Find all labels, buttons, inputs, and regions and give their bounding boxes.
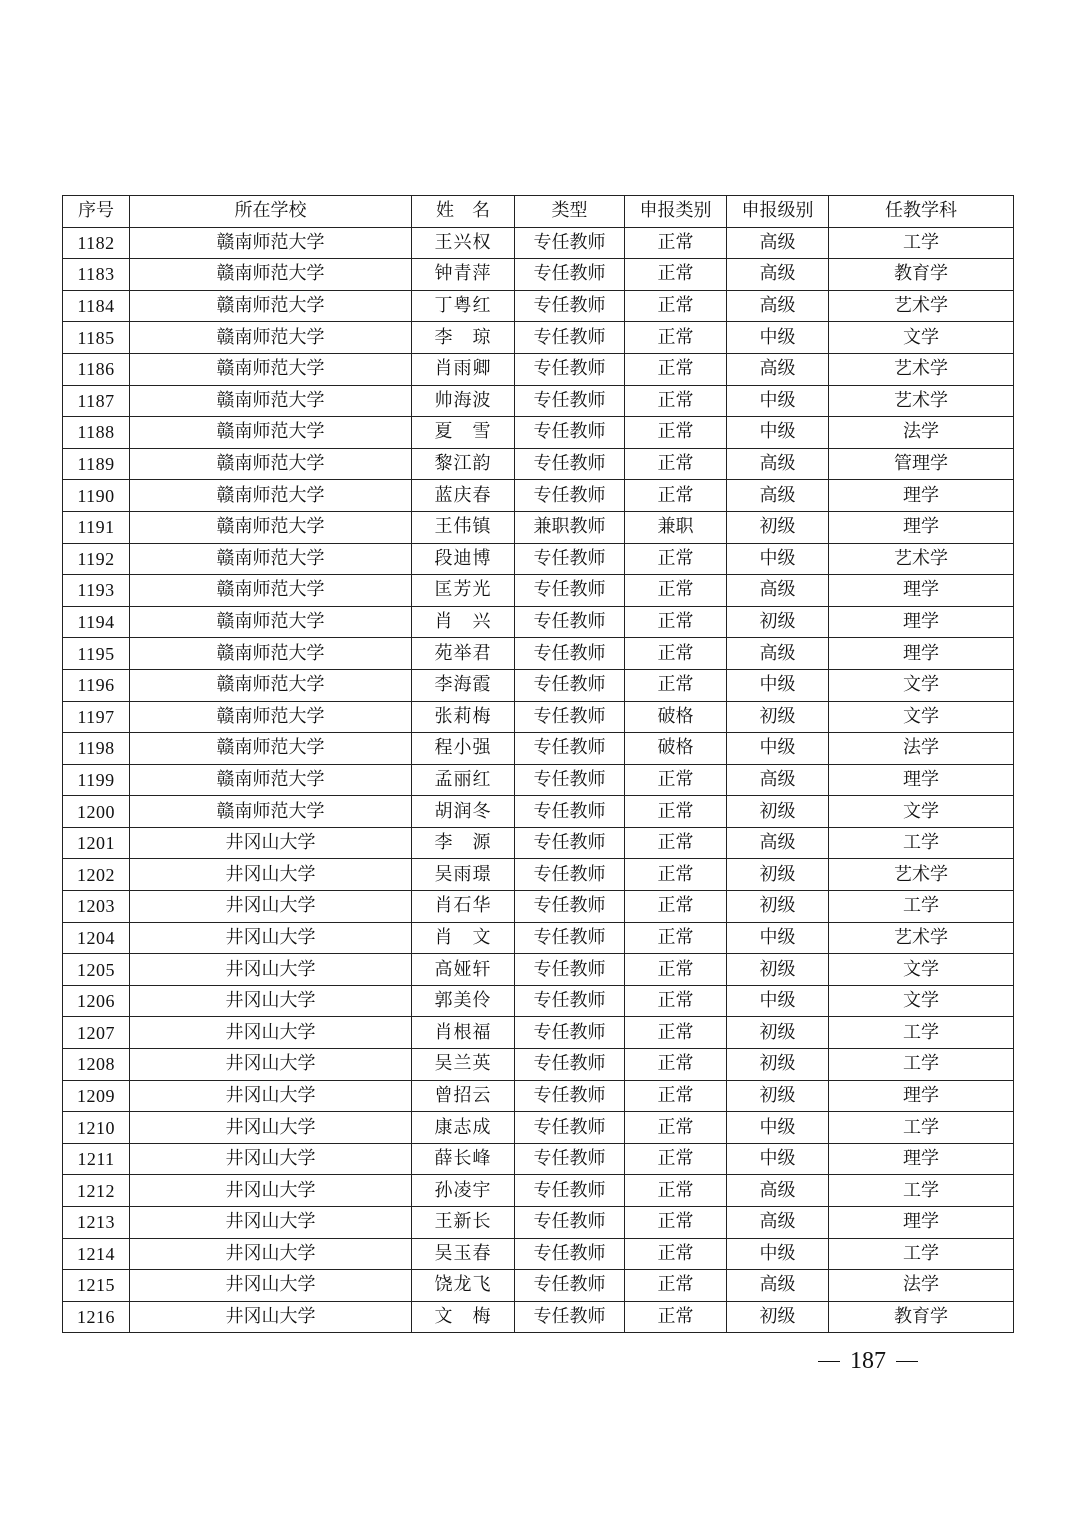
table-row <box>63 385 1014 417</box>
cell-level: 中级 <box>727 669 829 701</box>
cell-level: 高级 <box>727 1207 829 1239</box>
cell-type: 专任教师 <box>515 954 625 986</box>
cell-school: 井冈山大学 <box>130 1017 412 1049</box>
cell-seq: 1205 <box>63 954 130 986</box>
cell-level: 初级 <box>727 1080 829 1112</box>
table-row <box>63 227 1014 259</box>
cell-subject: 艺术学 <box>829 859 1014 891</box>
cell-type: 专任教师 <box>515 1238 625 1270</box>
table-row <box>63 1238 1014 1270</box>
cell-name: 段迪博 <box>412 543 515 575</box>
cell-category: 正常 <box>625 606 727 638</box>
table-row <box>63 290 1014 322</box>
cell-school: 赣南师范大学 <box>130 511 412 543</box>
cell-level: 高级 <box>727 480 829 512</box>
cell-type: 专任教师 <box>515 227 625 259</box>
cell-category: 破格 <box>625 701 727 733</box>
table-row <box>63 827 1014 859</box>
cell-school: 赣南师范大学 <box>130 480 412 512</box>
cell-seq: 1199 <box>63 764 130 796</box>
table-row <box>63 543 1014 575</box>
cell-subject: 工学 <box>829 227 1014 259</box>
cell-school: 赣南师范大学 <box>130 385 412 417</box>
cell-subject: 文学 <box>829 669 1014 701</box>
cell-level: 中级 <box>727 1112 829 1144</box>
cell-seq: 1208 <box>63 1049 130 1081</box>
cell-level: 中级 <box>727 1238 829 1270</box>
table-body <box>63 227 1014 1333</box>
cell-type: 专任教师 <box>515 417 625 449</box>
cell-seq: 1194 <box>63 606 130 638</box>
cell-school: 赣南师范大学 <box>130 290 412 322</box>
cell-type: 专任教师 <box>515 1143 625 1175</box>
cell-category: 正常 <box>625 353 727 385</box>
cell-level: 高级 <box>727 827 829 859</box>
cell-level: 初级 <box>727 1049 829 1081</box>
cell-subject: 理学 <box>829 764 1014 796</box>
cell-school: 井冈山大学 <box>130 1270 412 1302</box>
cell-name: 肖根福 <box>412 1017 515 1049</box>
cell-level: 中级 <box>727 385 829 417</box>
cell-name: 吴雨璟 <box>412 859 515 891</box>
cell-level: 中级 <box>727 1143 829 1175</box>
cell-category: 正常 <box>625 259 727 291</box>
cell-level: 高级 <box>727 227 829 259</box>
cell-school: 井冈山大学 <box>130 1049 412 1081</box>
cell-type: 专任教师 <box>515 1175 625 1207</box>
cell-level: 高级 <box>727 1270 829 1302</box>
cell-name: 肖 文 <box>412 922 515 954</box>
cell-seq: 1210 <box>63 1112 130 1144</box>
cell-name: 胡润冬 <box>412 796 515 828</box>
cell-level: 初级 <box>727 701 829 733</box>
cell-category: 正常 <box>625 227 727 259</box>
cell-type: 专任教师 <box>515 669 625 701</box>
cell-seq: 1207 <box>63 1017 130 1049</box>
cell-school: 赣南师范大学 <box>130 638 412 670</box>
cell-category: 正常 <box>625 1017 727 1049</box>
cell-level: 中级 <box>727 417 829 449</box>
cell-subject: 文学 <box>829 954 1014 986</box>
cell-level: 高级 <box>727 575 829 607</box>
cell-level: 中级 <box>727 322 829 354</box>
cell-subject: 法学 <box>829 1270 1014 1302</box>
cell-seq: 1191 <box>63 511 130 543</box>
cell-subject: 法学 <box>829 417 1014 449</box>
cell-seq: 1213 <box>63 1207 130 1239</box>
table-row <box>63 1080 1014 1112</box>
table-row <box>63 669 1014 701</box>
cell-level: 高级 <box>727 290 829 322</box>
cell-seq: 1201 <box>63 827 130 859</box>
cell-name: 苑举君 <box>412 638 515 670</box>
cell-seq: 1187 <box>63 385 130 417</box>
table-row <box>63 922 1014 954</box>
table-row <box>63 448 1014 480</box>
cell-category: 正常 <box>625 985 727 1017</box>
cell-subject: 艺术学 <box>829 385 1014 417</box>
cell-type: 专任教师 <box>515 353 625 385</box>
cell-seq: 1184 <box>63 290 130 322</box>
cell-name: 吴兰英 <box>412 1049 515 1081</box>
cell-subject: 艺术学 <box>829 290 1014 322</box>
cell-name: 肖石华 <box>412 891 515 923</box>
cell-type: 专任教师 <box>515 448 625 480</box>
cell-school: 赣南师范大学 <box>130 353 412 385</box>
cell-school: 赣南师范大学 <box>130 575 412 607</box>
cell-category: 正常 <box>625 859 727 891</box>
cell-level: 高级 <box>727 353 829 385</box>
cell-seq: 1212 <box>63 1175 130 1207</box>
cell-category: 正常 <box>625 922 727 954</box>
cell-subject: 工学 <box>829 1112 1014 1144</box>
cell-name: 饶龙飞 <box>412 1270 515 1302</box>
header-subject: 任教学科 <box>829 196 1014 228</box>
cell-school: 井冈山大学 <box>130 1238 412 1270</box>
page-number: 187 <box>850 1347 886 1374</box>
cell-name: 匡芳光 <box>412 575 515 607</box>
cell-level: 初级 <box>727 859 829 891</box>
cell-seq: 1183 <box>63 259 130 291</box>
cell-category: 正常 <box>625 1049 727 1081</box>
cell-type: 专任教师 <box>515 606 625 638</box>
table-row <box>63 1143 1014 1175</box>
cell-seq: 1197 <box>63 701 130 733</box>
cell-seq: 1189 <box>63 448 130 480</box>
cell-seq: 1192 <box>63 543 130 575</box>
cell-category: 正常 <box>625 891 727 923</box>
cell-subject: 工学 <box>829 1049 1014 1081</box>
teacher-roster-table <box>62 195 1014 1333</box>
cell-school: 赣南师范大学 <box>130 606 412 638</box>
cell-type: 专任教师 <box>515 733 625 765</box>
cell-category: 正常 <box>625 638 727 670</box>
cell-school: 井冈山大学 <box>130 1175 412 1207</box>
table-row <box>63 701 1014 733</box>
cell-name: 孟丽红 <box>412 764 515 796</box>
cell-level: 中级 <box>727 543 829 575</box>
table-row <box>63 480 1014 512</box>
cell-category: 正常 <box>625 385 727 417</box>
cell-level: 高级 <box>727 1175 829 1207</box>
cell-subject: 管理学 <box>829 448 1014 480</box>
cell-category: 正常 <box>625 954 727 986</box>
table-row <box>63 511 1014 543</box>
cell-category: 破格 <box>625 733 727 765</box>
cell-name: 吴玉春 <box>412 1238 515 1270</box>
cell-name: 曾招云 <box>412 1080 515 1112</box>
cell-seq: 1198 <box>63 733 130 765</box>
cell-type: 专任教师 <box>515 638 625 670</box>
cell-type: 专任教师 <box>515 1207 625 1239</box>
cell-seq: 1211 <box>63 1143 130 1175</box>
cell-subject: 工学 <box>829 1175 1014 1207</box>
cell-category: 正常 <box>625 322 727 354</box>
cell-level: 初级 <box>727 1301 829 1333</box>
cell-seq: 1196 <box>63 669 130 701</box>
cell-type: 专任教师 <box>515 385 625 417</box>
cell-school: 井冈山大学 <box>130 859 412 891</box>
cell-type: 专任教师 <box>515 1270 625 1302</box>
table-row <box>63 859 1014 891</box>
cell-subject: 工学 <box>829 891 1014 923</box>
cell-name: 高娅轩 <box>412 954 515 986</box>
cell-name: 文 梅 <box>412 1301 515 1333</box>
cell-name: 丁粤红 <box>412 290 515 322</box>
cell-name: 李 源 <box>412 827 515 859</box>
cell-subject: 理学 <box>829 1080 1014 1112</box>
cell-subject: 法学 <box>829 733 1014 765</box>
cell-school: 赣南师范大学 <box>130 669 412 701</box>
table-row <box>63 796 1014 828</box>
cell-name: 王伟镇 <box>412 511 515 543</box>
cell-seq: 1215 <box>63 1270 130 1302</box>
cell-type: 兼职教师 <box>515 511 625 543</box>
cell-level: 初级 <box>727 606 829 638</box>
cell-name: 郭美伶 <box>412 985 515 1017</box>
cell-name: 程小强 <box>412 733 515 765</box>
cell-subject: 工学 <box>829 1238 1014 1270</box>
cell-category: 正常 <box>625 543 727 575</box>
cell-name: 黎江韵 <box>412 448 515 480</box>
cell-school: 赣南师范大学 <box>130 417 412 449</box>
header-name: 姓 名 <box>412 196 515 228</box>
table-row <box>63 1175 1014 1207</box>
page-footer <box>808 1344 928 1378</box>
cell-seq: 1188 <box>63 417 130 449</box>
table-row <box>63 417 1014 449</box>
cell-school: 井冈山大学 <box>130 922 412 954</box>
cell-type: 专任教师 <box>515 259 625 291</box>
cell-name: 王新长 <box>412 1207 515 1239</box>
cell-seq: 1200 <box>63 796 130 828</box>
cell-name: 李 琼 <box>412 322 515 354</box>
cell-type: 专任教师 <box>515 1080 625 1112</box>
cell-name: 薛长峰 <box>412 1143 515 1175</box>
table-header-row <box>63 196 1014 228</box>
cell-subject: 文学 <box>829 796 1014 828</box>
cell-category: 正常 <box>625 1238 727 1270</box>
cell-category: 正常 <box>625 1301 727 1333</box>
cell-school: 井冈山大学 <box>130 891 412 923</box>
table-row <box>63 1207 1014 1239</box>
cell-type: 专任教师 <box>515 859 625 891</box>
cell-subject: 理学 <box>829 606 1014 638</box>
cell-category: 正常 <box>625 575 727 607</box>
cell-subject: 艺术学 <box>829 922 1014 954</box>
cell-type: 专任教师 <box>515 290 625 322</box>
cell-category: 正常 <box>625 290 727 322</box>
cell-type: 专任教师 <box>515 575 625 607</box>
table-row <box>63 1049 1014 1081</box>
header-category: 申报类别 <box>625 196 727 228</box>
cell-school: 赣南师范大学 <box>130 227 412 259</box>
cell-name: 张莉梅 <box>412 701 515 733</box>
table-row <box>63 1301 1014 1333</box>
header-seq: 序号 <box>63 196 130 228</box>
cell-name: 蓝庆春 <box>412 480 515 512</box>
cell-seq: 1182 <box>63 227 130 259</box>
cell-school: 井冈山大学 <box>130 1112 412 1144</box>
footer-dash-left <box>818 1361 840 1362</box>
table-row <box>63 1270 1014 1302</box>
cell-type: 专任教师 <box>515 827 625 859</box>
cell-school: 赣南师范大学 <box>130 796 412 828</box>
cell-subject: 艺术学 <box>829 543 1014 575</box>
cell-seq: 1193 <box>63 575 130 607</box>
cell-type: 专任教师 <box>515 480 625 512</box>
cell-type: 专任教师 <box>515 543 625 575</box>
cell-level: 初级 <box>727 954 829 986</box>
table-row <box>63 638 1014 670</box>
cell-school: 井冈山大学 <box>130 827 412 859</box>
cell-category: 正常 <box>625 448 727 480</box>
cell-seq: 1203 <box>63 891 130 923</box>
cell-school: 井冈山大学 <box>130 954 412 986</box>
cell-category: 正常 <box>625 1175 727 1207</box>
cell-subject: 理学 <box>829 1143 1014 1175</box>
header-level: 申报级别 <box>727 196 829 228</box>
table-row <box>63 1112 1014 1144</box>
cell-seq: 1195 <box>63 638 130 670</box>
cell-school: 赣南师范大学 <box>130 764 412 796</box>
cell-type: 专任教师 <box>515 322 625 354</box>
cell-school: 赣南师范大学 <box>130 322 412 354</box>
table-row <box>63 891 1014 923</box>
cell-school: 赣南师范大学 <box>130 701 412 733</box>
cell-type: 专任教师 <box>515 701 625 733</box>
table-row <box>63 733 1014 765</box>
footer-dash-right <box>896 1361 918 1362</box>
table-row <box>63 1017 1014 1049</box>
cell-seq: 1186 <box>63 353 130 385</box>
cell-subject: 工学 <box>829 1017 1014 1049</box>
table-row <box>63 353 1014 385</box>
cell-type: 专任教师 <box>515 985 625 1017</box>
cell-category: 正常 <box>625 480 727 512</box>
cell-category: 正常 <box>625 417 727 449</box>
cell-subject: 文学 <box>829 701 1014 733</box>
cell-school: 井冈山大学 <box>130 1080 412 1112</box>
cell-type: 专任教师 <box>515 1049 625 1081</box>
cell-seq: 1214 <box>63 1238 130 1270</box>
cell-category: 正常 <box>625 1080 727 1112</box>
cell-level: 高级 <box>727 638 829 670</box>
cell-seq: 1185 <box>63 322 130 354</box>
cell-name: 帅海波 <box>412 385 515 417</box>
cell-type: 专任教师 <box>515 1017 625 1049</box>
cell-subject: 理学 <box>829 575 1014 607</box>
cell-category: 正常 <box>625 796 727 828</box>
cell-name: 钟青萍 <box>412 259 515 291</box>
table-row <box>63 259 1014 291</box>
cell-school: 赣南师范大学 <box>130 259 412 291</box>
header-school: 所在学校 <box>130 196 412 228</box>
cell-category: 兼职 <box>625 511 727 543</box>
cell-level: 初级 <box>727 1017 829 1049</box>
header-type: 类型 <box>515 196 625 228</box>
cell-subject: 理学 <box>829 480 1014 512</box>
cell-category: 正常 <box>625 1207 727 1239</box>
table-row <box>63 575 1014 607</box>
cell-school: 井冈山大学 <box>130 1143 412 1175</box>
cell-school: 赣南师范大学 <box>130 543 412 575</box>
cell-name: 李海霞 <box>412 669 515 701</box>
cell-subject: 理学 <box>829 511 1014 543</box>
cell-type: 专任教师 <box>515 891 625 923</box>
cell-level: 初级 <box>727 511 829 543</box>
cell-school: 井冈山大学 <box>130 1301 412 1333</box>
cell-school: 井冈山大学 <box>130 1207 412 1239</box>
cell-seq: 1206 <box>63 985 130 1017</box>
cell-category: 正常 <box>625 827 727 859</box>
cell-level: 高级 <box>727 259 829 291</box>
cell-seq: 1202 <box>63 859 130 891</box>
cell-level: 中级 <box>727 733 829 765</box>
cell-name: 肖雨卿 <box>412 353 515 385</box>
cell-school: 井冈山大学 <box>130 985 412 1017</box>
cell-name: 孙凌宇 <box>412 1175 515 1207</box>
cell-name: 康志成 <box>412 1112 515 1144</box>
cell-seq: 1209 <box>63 1080 130 1112</box>
cell-subject: 理学 <box>829 1207 1014 1239</box>
cell-level: 初级 <box>727 891 829 923</box>
cell-name: 肖 兴 <box>412 606 515 638</box>
table-row <box>63 322 1014 354</box>
table-row <box>63 954 1014 986</box>
cell-name: 王兴权 <box>412 227 515 259</box>
cell-level: 高级 <box>727 764 829 796</box>
cell-level: 中级 <box>727 985 829 1017</box>
cell-name: 夏 雪 <box>412 417 515 449</box>
cell-level: 初级 <box>727 796 829 828</box>
cell-school: 赣南师范大学 <box>130 448 412 480</box>
cell-category: 正常 <box>625 1143 727 1175</box>
cell-category: 正常 <box>625 764 727 796</box>
cell-category: 正常 <box>625 1270 727 1302</box>
cell-subject: 文学 <box>829 322 1014 354</box>
cell-type: 专任教师 <box>515 1112 625 1144</box>
cell-level: 高级 <box>727 448 829 480</box>
cell-subject: 教育学 <box>829 259 1014 291</box>
cell-type: 专任教师 <box>515 922 625 954</box>
table-row <box>63 764 1014 796</box>
table-row <box>63 606 1014 638</box>
cell-category: 正常 <box>625 669 727 701</box>
cell-subject: 理学 <box>829 638 1014 670</box>
cell-subject: 文学 <box>829 985 1014 1017</box>
cell-subject: 工学 <box>829 827 1014 859</box>
cell-subject: 艺术学 <box>829 353 1014 385</box>
cell-type: 专任教师 <box>515 1301 625 1333</box>
cell-seq: 1216 <box>63 1301 130 1333</box>
cell-seq: 1204 <box>63 922 130 954</box>
cell-seq: 1190 <box>63 480 130 512</box>
cell-category: 正常 <box>625 1112 727 1144</box>
cell-type: 专任教师 <box>515 796 625 828</box>
table-row <box>63 985 1014 1017</box>
cell-type: 专任教师 <box>515 764 625 796</box>
cell-level: 中级 <box>727 922 829 954</box>
cell-subject: 教育学 <box>829 1301 1014 1333</box>
cell-school: 赣南师范大学 <box>130 733 412 765</box>
